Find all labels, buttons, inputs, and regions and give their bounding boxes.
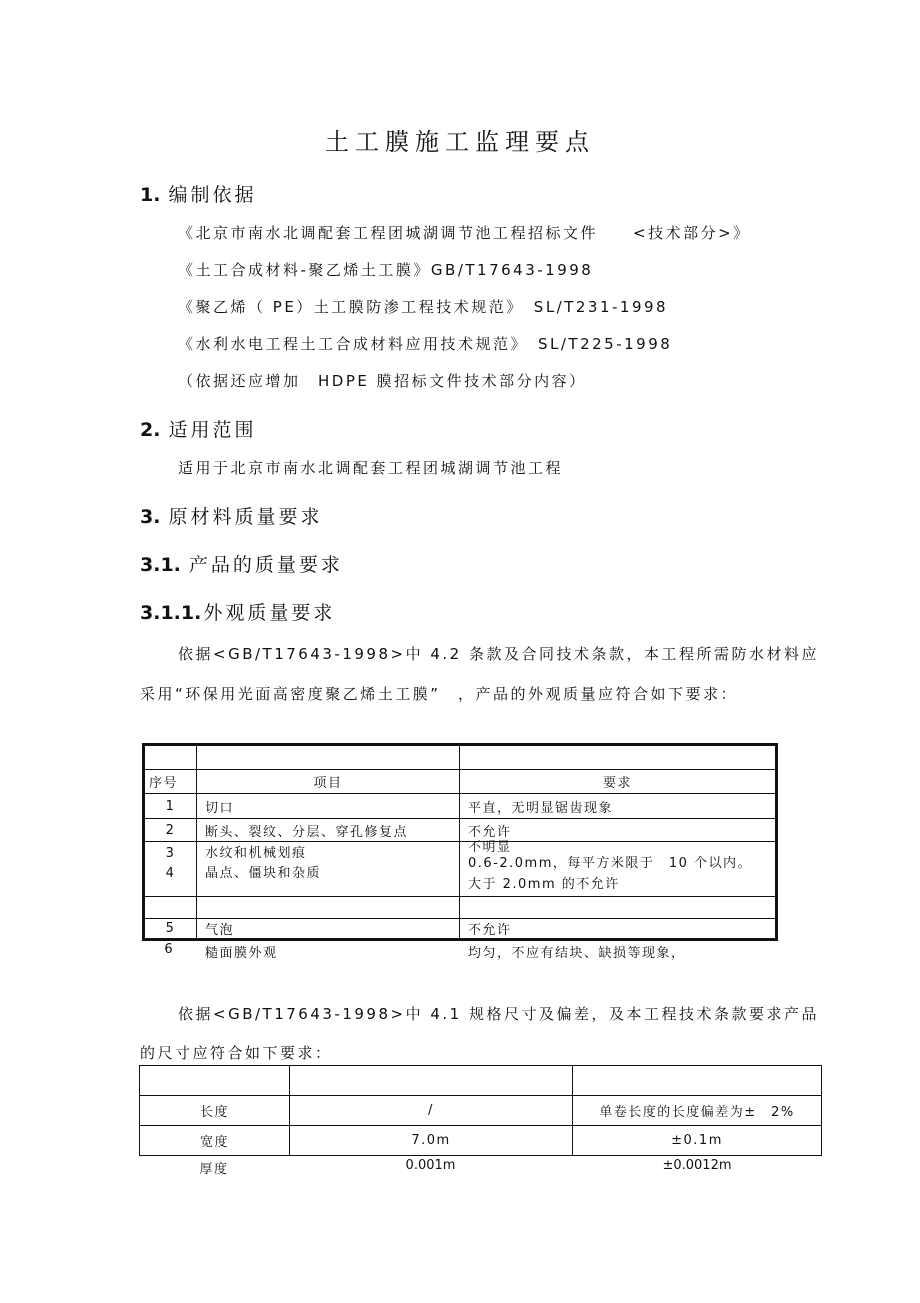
section-number: 3.1. (140, 554, 181, 576)
cell-item: 宽度 (140, 1126, 290, 1156)
cell-item: 晶点、僵块和杂质 (205, 866, 322, 881)
cell-req: 不明显 (468, 840, 512, 855)
cell-item: 糙面膜外观 (205, 946, 278, 961)
cell-item: 厚度 (199, 1162, 229, 1177)
section-title: 编制依据 (168, 184, 257, 206)
table-row (144, 794, 777, 819)
section-number: 3.1.1. (140, 602, 202, 624)
section-title: 产品的质量要求 (188, 554, 343, 576)
dimension-table (139, 1065, 822, 1156)
cell-dev: 单卷长度的长度偏差为± 2% (573, 1096, 822, 1126)
cell-req: 不允许 (460, 819, 777, 842)
section-title: 外观质量要求 (203, 602, 336, 624)
section-3-1-heading (140, 550, 343, 577)
table-row (140, 1096, 822, 1126)
section-number: 2. (140, 419, 161, 441)
cell-item: 长度 (140, 1096, 290, 1126)
cell-value: 0.001m (405, 1158, 456, 1173)
cell-req: 平直，无明显锯齿现象 (460, 794, 777, 819)
reference-item: 《土工合成材料-聚乙烯土工膜》GB/T17643-1998 (178, 261, 594, 279)
cell-value: / (290, 1096, 573, 1126)
cell-req: 不允许 (460, 919, 777, 940)
scope-text: 适用于北京市南水北调配套工程团城湖调节池工程 (178, 459, 564, 477)
page-title: 土工膜施工监理要点 (325, 128, 595, 156)
header-req: 要求 (460, 770, 777, 794)
appearance-quality-table (142, 743, 778, 941)
section-number: 1. (140, 184, 161, 206)
cell-value: 7.0m (290, 1126, 573, 1156)
cell-no: 1 (144, 794, 197, 819)
paragraph-line: 依据<GB/T17643-1998>中 4.2 条款及合同技术条款，本工程所需防水材料应 (178, 645, 819, 663)
cell-no: 4 (165, 866, 176, 881)
paragraph-line: 的尺寸应符合如下要求： (140, 1044, 333, 1062)
section-3-1-1-heading (140, 598, 335, 625)
reference-item: 《聚乙烯（ PE）土工膜防渗工程技术规范》 SL/T231-1998 (178, 298, 669, 316)
cell-dev: ±0.1m (573, 1126, 822, 1156)
cell-req: 大于 2.0mm 的不允许 (468, 877, 620, 892)
table-header-row (144, 770, 777, 794)
cell-dev: ±0.0012m (662, 1158, 732, 1173)
cell-item: 水纹和机械划痕 (205, 846, 307, 861)
section-3-heading (140, 502, 322, 529)
header-no: 序号 (144, 770, 197, 794)
cell-req: 0.6-2.0mm，每平方米限于 10 个以内。 (468, 856, 753, 871)
reference-item: （依据还应增加 HDPE 膜招标文件技术部分内容） (178, 372, 587, 390)
header-item: 项目 (197, 770, 460, 794)
section-2-heading (140, 415, 256, 442)
cell-req: 均匀，不应有结块、缺损等现象， (468, 946, 686, 961)
cell-item: 气泡 (197, 919, 460, 940)
cell-no: 6 (164, 942, 173, 957)
reference-item: 《北京市南水北调配套工程团城湖调节池工程招标文件 <技术部分>》 (178, 224, 751, 242)
paragraph-line: 依据<GB/T17643-1998>中 4.1 规格尺寸及偏差，及本工程技术条款要求产品 (178, 1005, 819, 1023)
table-row (140, 1126, 822, 1156)
section-number: 3. (140, 506, 161, 528)
cell-item: 断头、裂纹、分层、穿孔修复点 (197, 819, 460, 842)
cell-no: 5 (144, 919, 197, 940)
table-row (144, 819, 777, 842)
reference-item: 《水利水电工程土工合成材料应用技术规范》 SL/T225-1998 (178, 335, 673, 353)
paragraph-line: 采用“环保用光面高密度聚乙烯土工膜” ，产品的外观质量应符合如下要求： (140, 685, 739, 703)
table-row (144, 919, 777, 940)
cell-no: 2 (144, 819, 197, 842)
section-title: 适用范围 (168, 419, 257, 441)
section-1-heading (140, 180, 256, 207)
cell-no: 3 (165, 846, 176, 861)
cell-item: 切口 (197, 794, 460, 819)
section-title: 原材料质量要求 (168, 506, 323, 528)
table-row (144, 842, 777, 897)
